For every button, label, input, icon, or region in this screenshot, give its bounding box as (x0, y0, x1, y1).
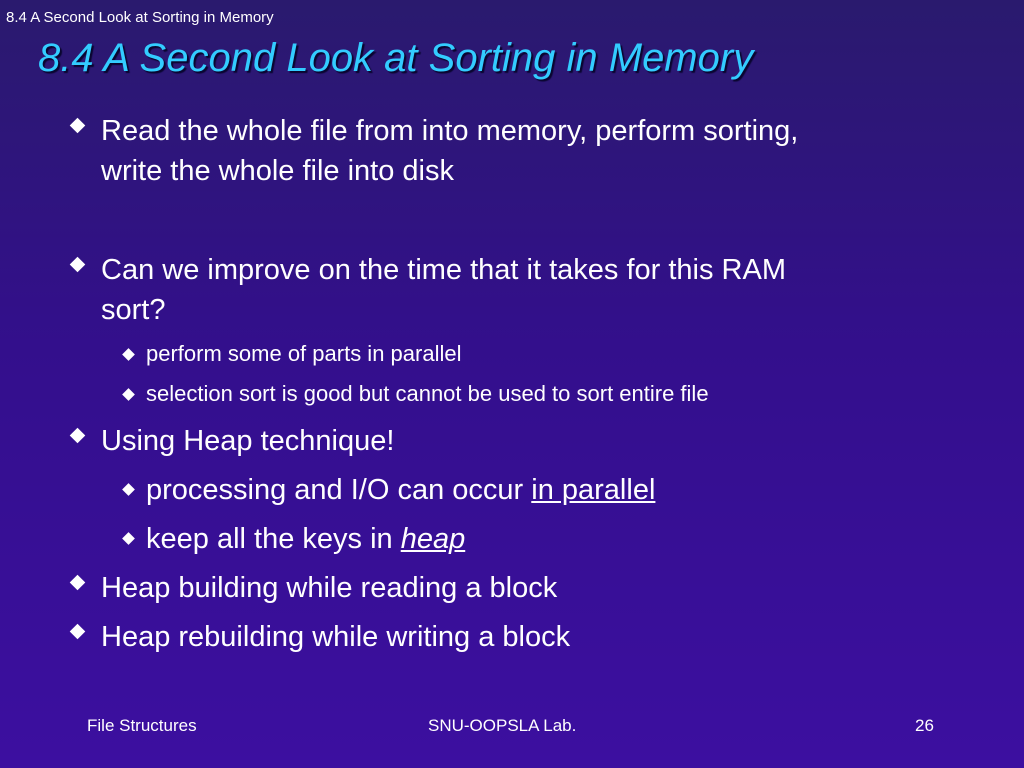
sub-bullet-selection-sort (146, 374, 709, 414)
sub-bullet-text: selection sort is good but cannot be used to sort entire file (146, 381, 709, 406)
sub-bullet-text-prefix: processing and I/O can occur (146, 474, 532, 506)
bullet-item-improve-time (101, 250, 786, 330)
bullet-item-heap-technique (101, 421, 394, 461)
bullet-item-heap-rebuilding (101, 617, 570, 657)
sub-bullet-text (146, 515, 465, 563)
bullet-text-line: write the whole file into disk (101, 155, 454, 187)
sub-bullet-keys-in-heap (146, 515, 465, 563)
sub-bullet-text: perform some of parts in parallel (146, 341, 462, 366)
bullet-text-line: Heap building while reading a block (101, 572, 558, 604)
slide-header-label: 8.4 A Second Look at Sorting in Memory (6, 9, 274, 26)
bullet-text-line: Using Heap technique! (101, 425, 395, 457)
diamond-bullet-icon (70, 118, 86, 134)
diamond-bullet-icon (122, 388, 135, 401)
sub-bullet-text-prefix: keep all the keys in (146, 523, 401, 555)
bullet-item-heap-building (101, 568, 557, 608)
bullet-item-read-file (101, 111, 798, 191)
diamond-bullet-icon (70, 428, 86, 444)
diamond-bullet-icon (70, 624, 86, 640)
heap-link[interactable]: heap (400, 523, 466, 555)
diamond-bullet-icon (70, 257, 86, 273)
diamond-bullet-icon (122, 483, 135, 496)
bullet-text-line: Can we improve on the time that it takes for this RAM (101, 254, 786, 286)
footer-course: File Structures (87, 716, 197, 735)
sub-bullet-text (146, 466, 655, 514)
bullet-text-line: Read the whole file from into memory, perform sorting, (101, 115, 799, 147)
sub-bullet-processing-io (146, 466, 655, 514)
diamond-bullet-icon (122, 532, 135, 545)
footer-lab: SNU-OOPSLA Lab. (428, 716, 577, 735)
sub-bullet-parallel-parts (146, 334, 461, 374)
diamond-bullet-icon (70, 575, 86, 591)
slide-title: 8.4 A Second Look at Sorting in Memory (38, 36, 754, 80)
in-parallel-link[interactable]: in parallel (531, 474, 656, 506)
bullet-text-line: Heap rebuilding while writing a block (101, 621, 571, 653)
bullet-text-line: sort? (101, 294, 166, 326)
diamond-bullet-icon (122, 348, 135, 361)
footer-page-number: 26 (915, 716, 934, 735)
